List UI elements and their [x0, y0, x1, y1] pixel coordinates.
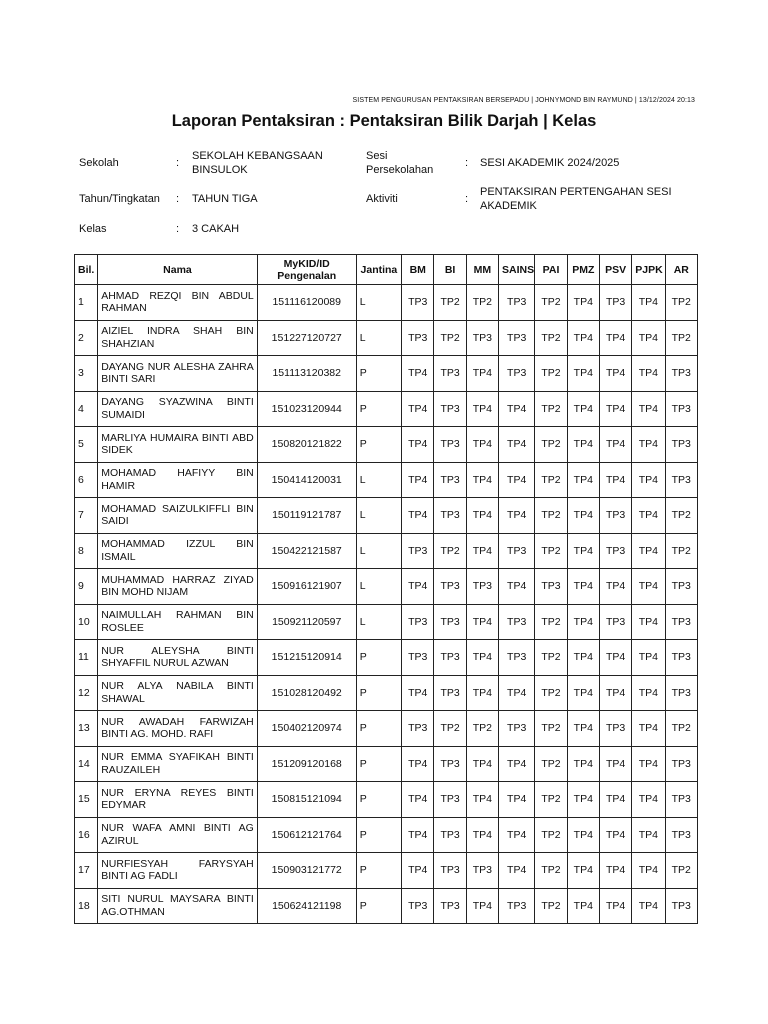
- cell-bil: 12: [75, 675, 98, 711]
- info-aktiviti: [366, 186, 696, 216]
- cell-mm: TP4: [466, 675, 498, 711]
- table-row: [75, 320, 698, 356]
- cell-pmz: TP4: [567, 356, 599, 392]
- table-row: [75, 817, 698, 853]
- cell-jantina: L: [356, 285, 401, 321]
- cell-jantina: L: [356, 569, 401, 605]
- cell-bil: 3: [75, 356, 98, 392]
- cell-mm: TP4: [466, 746, 498, 782]
- cell-pai: TP2: [535, 604, 567, 640]
- cell-psv: TP4: [599, 462, 631, 498]
- cell-mykid: 151113120382: [257, 356, 356, 392]
- cell-mm: TP3: [466, 320, 498, 356]
- cell-ar: TP3: [665, 817, 697, 853]
- cell-ar: TP3: [665, 604, 697, 640]
- cell-mykid: 151209120168: [257, 746, 356, 782]
- cell-mm: TP4: [466, 782, 498, 818]
- cell-psv: TP3: [599, 498, 631, 534]
- aktiviti-colon: :: [465, 193, 469, 205]
- cell-pjpk: TP4: [632, 427, 665, 463]
- cell-pjpk: TP4: [632, 356, 665, 392]
- cell-bm: TP4: [402, 817, 434, 853]
- cell-nama: NURFIESYAH FARYSYAH BINTI AG FADLI: [98, 853, 258, 889]
- cell-ar: TP3: [665, 462, 697, 498]
- cell-pai: TP2: [535, 746, 567, 782]
- cell-nama: NUR EMMA SYAFIKAH BINTI RAUZAILEH: [98, 746, 258, 782]
- cell-mm: TP4: [466, 640, 498, 676]
- cell-mykid: 150414120031: [257, 462, 356, 498]
- table-row: [75, 285, 698, 321]
- cell-ar: TP3: [665, 746, 697, 782]
- cell-nama: NUR ALYA NABILA BINTI SHAWAL: [98, 675, 258, 711]
- cell-sains: TP4: [499, 817, 535, 853]
- sesi-label: Sesi Persekolahan: [366, 150, 434, 176]
- cell-nama: DAYANG NUR ALESHA ZAHRA BINTI SARI: [98, 356, 258, 392]
- cell-psv: TP4: [599, 356, 631, 392]
- cell-jantina: L: [356, 604, 401, 640]
- table-row: [75, 498, 698, 534]
- cell-pai: TP2: [535, 320, 567, 356]
- cell-jantina: L: [356, 320, 401, 356]
- cell-sains: TP4: [499, 782, 535, 818]
- info-kelas: [79, 223, 379, 239]
- header-ar: AR: [665, 255, 697, 285]
- cell-pmz: TP4: [567, 782, 599, 818]
- cell-mykid: 150624121198: [257, 888, 356, 924]
- cell-pai: TP2: [535, 853, 567, 889]
- cell-mm: TP4: [466, 391, 498, 427]
- cell-bm: TP4: [402, 498, 434, 534]
- cell-pai: TP3: [535, 569, 567, 605]
- cell-bi: TP3: [434, 427, 466, 463]
- cell-mm: TP3: [466, 569, 498, 605]
- cell-bil: 9: [75, 569, 98, 605]
- cell-bm: TP3: [402, 533, 434, 569]
- cell-ar: TP3: [665, 675, 697, 711]
- cell-pmz: TP4: [567, 675, 599, 711]
- cell-bil: 16: [75, 817, 98, 853]
- table-row: [75, 888, 698, 924]
- cell-sains: TP4: [499, 675, 535, 711]
- kelas-colon: :: [176, 223, 180, 235]
- cell-pjpk: TP4: [632, 640, 665, 676]
- cell-ar: TP3: [665, 569, 697, 605]
- cell-pmz: TP4: [567, 746, 599, 782]
- header-jantina: Jantina: [356, 255, 401, 285]
- cell-bi: TP2: [434, 320, 466, 356]
- cell-bm: TP4: [402, 675, 434, 711]
- cell-bil: 13: [75, 711, 98, 747]
- cell-pmz: TP4: [567, 427, 599, 463]
- tahun-value: TAHUN TIGA: [192, 193, 258, 205]
- cell-sains: TP4: [499, 746, 535, 782]
- cell-nama: NUR ERYNA REYES BINTI EDYMAR: [98, 782, 258, 818]
- cell-pmz: TP4: [567, 640, 599, 676]
- cell-ar: TP2: [665, 320, 697, 356]
- cell-sains: TP4: [499, 569, 535, 605]
- table-row: [75, 604, 698, 640]
- cell-ar: TP3: [665, 782, 697, 818]
- sekolah-colon: :: [176, 157, 180, 169]
- cell-bm: TP4: [402, 356, 434, 392]
- tahun-colon: :: [176, 193, 180, 205]
- cell-mm: TP4: [466, 604, 498, 640]
- cell-nama: MARLIYA HUMAIRA BINTI ABD SIDEK: [98, 427, 258, 463]
- cell-psv: TP4: [599, 817, 631, 853]
- cell-bi: TP2: [434, 533, 466, 569]
- cell-jantina: P: [356, 817, 401, 853]
- header-bi: BI: [434, 255, 466, 285]
- info-sesi: [366, 150, 666, 180]
- cell-pjpk: TP4: [632, 569, 665, 605]
- cell-pjpk: TP4: [632, 604, 665, 640]
- cell-nama: MOHAMAD SAIZULKIFFLI BIN SAIDI: [98, 498, 258, 534]
- sesi-colon: :: [465, 157, 469, 169]
- cell-bi: TP3: [434, 356, 466, 392]
- table-row: [75, 640, 698, 676]
- cell-jantina: P: [356, 888, 401, 924]
- cell-bm: TP3: [402, 711, 434, 747]
- cell-sains: TP4: [499, 853, 535, 889]
- cell-ar: TP3: [665, 356, 697, 392]
- cell-psv: TP4: [599, 888, 631, 924]
- cell-bi: TP2: [434, 285, 466, 321]
- cell-pmz: TP4: [567, 817, 599, 853]
- cell-pmz: TP4: [567, 391, 599, 427]
- header-pai: PAI: [535, 255, 567, 285]
- cell-psv: TP4: [599, 853, 631, 889]
- cell-sains: TP3: [499, 711, 535, 747]
- cell-pai: TP2: [535, 356, 567, 392]
- cell-bi: TP3: [434, 640, 466, 676]
- cell-psv: TP4: [599, 746, 631, 782]
- cell-pmz: TP4: [567, 853, 599, 889]
- cell-nama: SITI NURUL MAYSARA BINTI AG.OTHMAN: [98, 888, 258, 924]
- cell-bil: 11: [75, 640, 98, 676]
- cell-pjpk: TP4: [632, 391, 665, 427]
- cell-mm: TP4: [466, 817, 498, 853]
- cell-bi: TP3: [434, 746, 466, 782]
- sekolah-value: SEKOLAH KEBANGSAAN BINSULOK: [192, 150, 323, 176]
- cell-jantina: P: [356, 782, 401, 818]
- cell-bm: TP3: [402, 640, 434, 676]
- cell-mm: TP4: [466, 427, 498, 463]
- cell-psv: TP4: [599, 427, 631, 463]
- cell-jantina: L: [356, 462, 401, 498]
- cell-bi: TP3: [434, 391, 466, 427]
- table-row: [75, 675, 698, 711]
- sesi-value: SESI AKADEMIK 2024/2025: [480, 157, 620, 169]
- cell-jantina: P: [356, 746, 401, 782]
- cell-mykid: 151023120944: [257, 391, 356, 427]
- cell-pai: TP2: [535, 675, 567, 711]
- cell-bm: TP3: [402, 285, 434, 321]
- cell-mykid: 150903121772: [257, 853, 356, 889]
- cell-bm: TP3: [402, 888, 434, 924]
- cell-ar: TP3: [665, 888, 697, 924]
- cell-pmz: TP4: [567, 533, 599, 569]
- cell-pjpk: TP4: [632, 746, 665, 782]
- cell-nama: AHMAD REZQI BIN ABDUL RAHMAN: [98, 285, 258, 321]
- cell-mykid: 150921120597: [257, 604, 356, 640]
- cell-bil: 4: [75, 391, 98, 427]
- tahun-label: Tahun/Tingkatan: [79, 193, 160, 205]
- cell-pmz: TP4: [567, 604, 599, 640]
- cell-psv: TP4: [599, 782, 631, 818]
- cell-mykid: 150820121822: [257, 427, 356, 463]
- cell-nama: DAYANG SYAZWINA BINTI SUMAIDI: [98, 391, 258, 427]
- cell-mykid: 150119121787: [257, 498, 356, 534]
- table-row: [75, 427, 698, 463]
- cell-pai: TP2: [535, 427, 567, 463]
- cell-sains: TP4: [499, 391, 535, 427]
- header-psv: PSV: [599, 255, 631, 285]
- cell-nama: MOHAMAD HAFIYY BIN HAMIR: [98, 462, 258, 498]
- table-row: [75, 569, 698, 605]
- report-title: Laporan Pentaksiran : Pentaksiran Bilik Darjah | Kelas: [171, 112, 597, 130]
- cell-mykid: 150815121094: [257, 782, 356, 818]
- cell-nama: NUR ALEYSHA BINTI SHYAFFIL NURUL AZWAN: [98, 640, 258, 676]
- assessment-table: [74, 254, 698, 924]
- cell-pai: TP2: [535, 888, 567, 924]
- table-row: [75, 391, 698, 427]
- cell-bil: 17: [75, 853, 98, 889]
- cell-psv: TP3: [599, 711, 631, 747]
- cell-mykid: 151116120089: [257, 285, 356, 321]
- cell-pjpk: TP4: [632, 462, 665, 498]
- cell-pjpk: TP4: [632, 498, 665, 534]
- cell-pmz: TP4: [567, 569, 599, 605]
- cell-bi: TP2: [434, 711, 466, 747]
- cell-sains: TP3: [499, 320, 535, 356]
- cell-pmz: TP4: [567, 320, 599, 356]
- cell-ar: TP2: [665, 498, 697, 534]
- header-mykid: MyKID/ID Pengenalan: [257, 255, 356, 285]
- header-bm: BM: [402, 255, 434, 285]
- cell-bi: TP3: [434, 604, 466, 640]
- cell-mm: TP4: [466, 533, 498, 569]
- cell-bil: 10: [75, 604, 98, 640]
- cell-psv: TP4: [599, 320, 631, 356]
- info-tahun: [79, 186, 379, 216]
- cell-nama: AIZIEL INDRA SHAH BIN SHAHZIAN: [98, 320, 258, 356]
- cell-jantina: P: [356, 640, 401, 676]
- cell-jantina: P: [356, 675, 401, 711]
- cell-bm: TP4: [402, 853, 434, 889]
- cell-mm: TP2: [466, 285, 498, 321]
- cell-pai: TP2: [535, 533, 567, 569]
- cell-mykid: 150612121764: [257, 817, 356, 853]
- cell-mm: TP4: [466, 462, 498, 498]
- cell-pai: TP2: [535, 285, 567, 321]
- cell-mykid: 150916121907: [257, 569, 356, 605]
- sekolah-label: Sekolah: [79, 157, 119, 169]
- cell-pjpk: TP4: [632, 853, 665, 889]
- header-pmz: PMZ: [567, 255, 599, 285]
- cell-bi: TP3: [434, 817, 466, 853]
- cell-mm: TP4: [466, 356, 498, 392]
- cell-mm: TP4: [466, 888, 498, 924]
- cell-nama: NUR AWADAH FARWIZAH BINTI AG. MOHD. RAFI: [98, 711, 258, 747]
- cell-bil: 8: [75, 533, 98, 569]
- cell-pai: TP2: [535, 462, 567, 498]
- cell-bi: TP3: [434, 569, 466, 605]
- cell-bm: TP4: [402, 427, 434, 463]
- cell-pmz: TP4: [567, 888, 599, 924]
- table-row: [75, 462, 698, 498]
- table-row: [75, 853, 698, 889]
- cell-pmz: TP4: [567, 711, 599, 747]
- cell-bil: 6: [75, 462, 98, 498]
- cell-bil: 5: [75, 427, 98, 463]
- cell-bi: TP3: [434, 853, 466, 889]
- cell-mm: TP2: [466, 711, 498, 747]
- cell-jantina: P: [356, 711, 401, 747]
- cell-pmz: TP4: [567, 285, 599, 321]
- cell-jantina: P: [356, 356, 401, 392]
- table-row: [75, 711, 698, 747]
- cell-bm: TP4: [402, 569, 434, 605]
- cell-sains: TP4: [499, 462, 535, 498]
- cell-psv: TP4: [599, 391, 631, 427]
- kelas-value: 3 CAKAH: [192, 223, 240, 235]
- cell-mykid: 151028120492: [257, 675, 356, 711]
- cell-psv: TP3: [599, 285, 631, 321]
- aktiviti-value: PENTAKSIRAN PERTENGAHAN SESI AKADEMIK: [480, 186, 672, 212]
- cell-bil: 2: [75, 320, 98, 356]
- cell-ar: TP3: [665, 640, 697, 676]
- cell-ar: TP2: [665, 853, 697, 889]
- table-row: [75, 782, 698, 818]
- header-mm: MM: [466, 255, 498, 285]
- cell-bi: TP3: [434, 675, 466, 711]
- cell-psv: TP4: [599, 569, 631, 605]
- cell-sains: TP3: [499, 640, 535, 676]
- table-body: [75, 285, 698, 924]
- cell-sains: TP4: [499, 498, 535, 534]
- cell-bm: TP3: [402, 320, 434, 356]
- cell-ar: TP3: [665, 391, 697, 427]
- aktiviti-label: Aktiviti: [366, 193, 398, 205]
- cell-pai: TP2: [535, 817, 567, 853]
- cell-bm: TP3: [402, 604, 434, 640]
- cell-sains: TP3: [499, 604, 535, 640]
- header-nama: Nama: [98, 255, 258, 285]
- cell-mykid: 150422121587: [257, 533, 356, 569]
- cell-bi: TP3: [434, 462, 466, 498]
- table-header: [75, 255, 698, 285]
- cell-psv: TP4: [599, 675, 631, 711]
- cell-nama: NAIMULLAH RAHMAN BIN ROSLEE: [98, 604, 258, 640]
- cell-mykid: 151215120914: [257, 640, 356, 676]
- cell-jantina: P: [356, 427, 401, 463]
- cell-pai: TP2: [535, 711, 567, 747]
- cell-nama: NUR WAFA AMNI BINTI AG AZIRUL: [98, 817, 258, 853]
- cell-mm: TP3: [466, 853, 498, 889]
- cell-ar: TP3: [665, 427, 697, 463]
- cell-ar: TP2: [665, 711, 697, 747]
- cell-pjpk: TP4: [632, 533, 665, 569]
- cell-pai: TP2: [535, 782, 567, 818]
- cell-bm: TP4: [402, 462, 434, 498]
- cell-bm: TP4: [402, 391, 434, 427]
- cell-pai: TP2: [535, 391, 567, 427]
- header-bil: Bil.: [75, 255, 98, 285]
- cell-nama: MUHAMMAD HARRAZ ZIYAD BIN MOHD NIJAM: [98, 569, 258, 605]
- cell-jantina: P: [356, 391, 401, 427]
- table-row: [75, 356, 698, 392]
- cell-pjpk: TP4: [632, 888, 665, 924]
- cell-jantina: P: [356, 853, 401, 889]
- cell-pmz: TP4: [567, 498, 599, 534]
- header-pjpk: PJPK: [632, 255, 665, 285]
- cell-pjpk: TP4: [632, 782, 665, 818]
- cell-sains: TP3: [499, 356, 535, 392]
- cell-mykid: 150402120974: [257, 711, 356, 747]
- cell-sains: TP4: [499, 427, 535, 463]
- cell-psv: TP3: [599, 604, 631, 640]
- table-row: [75, 533, 698, 569]
- cell-sains: TP3: [499, 285, 535, 321]
- cell-psv: TP4: [599, 640, 631, 676]
- cell-bi: TP3: [434, 782, 466, 818]
- cell-pmz: TP4: [567, 462, 599, 498]
- cell-pjpk: TP4: [632, 817, 665, 853]
- cell-pjpk: TP4: [632, 711, 665, 747]
- cell-jantina: L: [356, 533, 401, 569]
- cell-jantina: L: [356, 498, 401, 534]
- kelas-label: Kelas: [79, 223, 107, 235]
- system-header-line: SISTEM PENGURUSAN PENTAKSIRAN BERSEPADU | JOHNYMOND BIN RAYMUND | 13/12/2024 20:13: [352, 97, 695, 104]
- cell-pai: TP2: [535, 640, 567, 676]
- info-sekolah: [79, 150, 379, 180]
- cell-mm: TP4: [466, 498, 498, 534]
- cell-pjpk: TP4: [632, 320, 665, 356]
- cell-bil: 15: [75, 782, 98, 818]
- cell-bil: 18: [75, 888, 98, 924]
- cell-bil: 7: [75, 498, 98, 534]
- table-row: [75, 746, 698, 782]
- cell-sains: TP3: [499, 533, 535, 569]
- cell-pjpk: TP4: [632, 285, 665, 321]
- cell-pjpk: TP4: [632, 675, 665, 711]
- cell-bi: TP3: [434, 498, 466, 534]
- table-header-row: [75, 255, 698, 285]
- cell-bi: TP3: [434, 888, 466, 924]
- cell-pai: TP2: [535, 498, 567, 534]
- cell-bil: 14: [75, 746, 98, 782]
- cell-mykid: 151227120727: [257, 320, 356, 356]
- cell-bm: TP4: [402, 782, 434, 818]
- cell-bil: 1: [75, 285, 98, 321]
- cell-ar: TP2: [665, 533, 697, 569]
- cell-sains: TP3: [499, 888, 535, 924]
- header-sains: SAINS: [499, 255, 535, 285]
- cell-ar: TP2: [665, 285, 697, 321]
- cell-nama: MOHAMMAD IZZUL BIN ISMAIL: [98, 533, 258, 569]
- cell-bm: TP4: [402, 746, 434, 782]
- cell-psv: TP3: [599, 533, 631, 569]
